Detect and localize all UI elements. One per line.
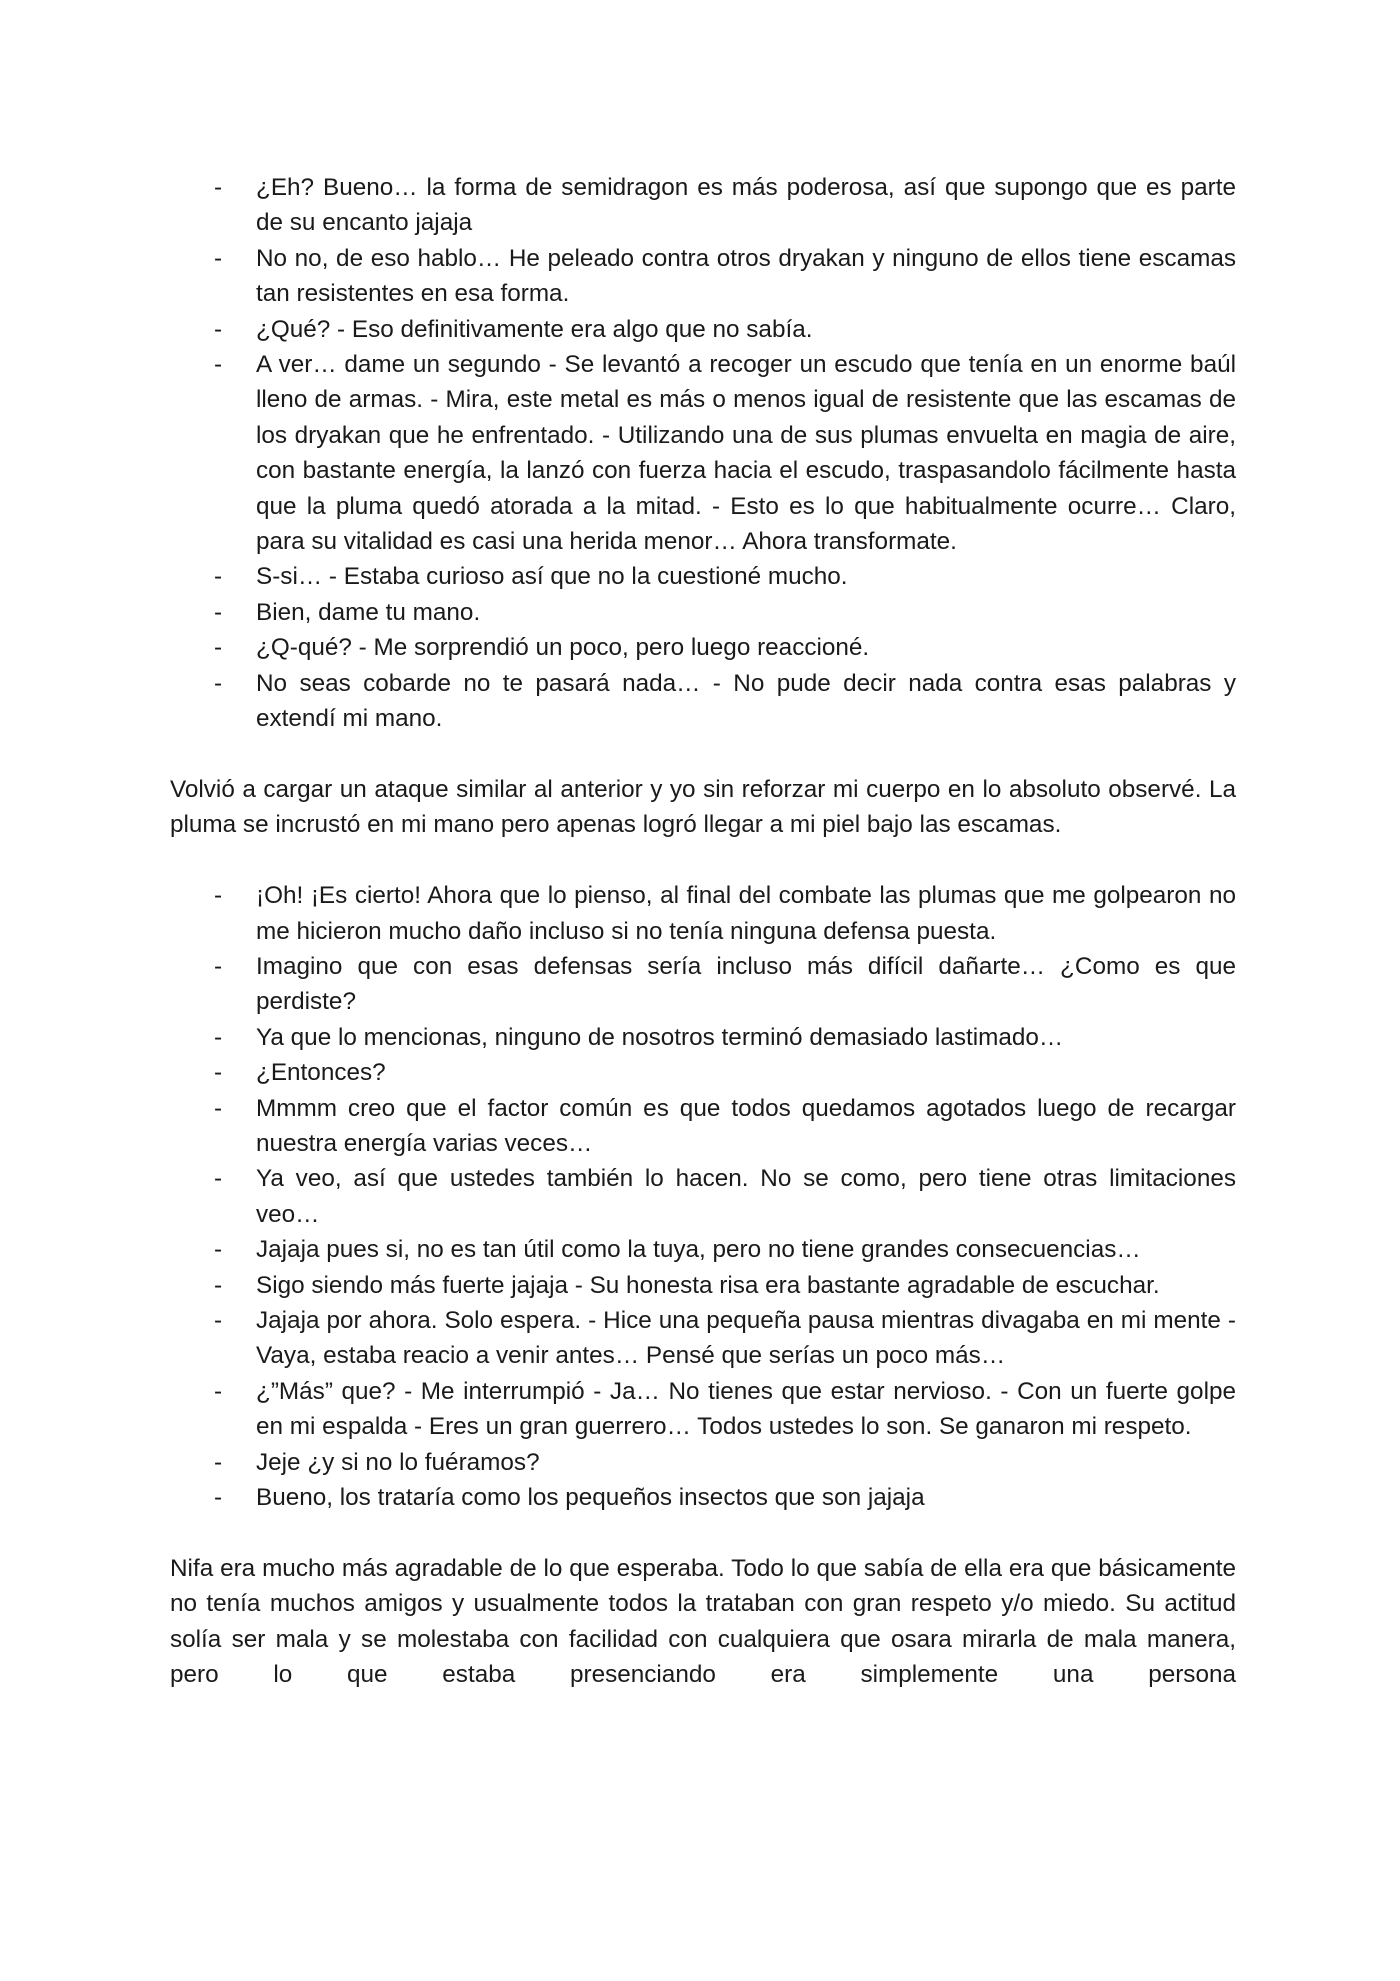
dialogue-text: Ya que lo mencionas, ninguno de nosotros terminó demasiado lastimado… [256,1023,1064,1051]
dialogue-line [170,1055,1236,1090]
dialogue-text: ¿Entonces? [256,1059,386,1087]
dialogue-text: No seas cobarde no te pasará nada… - No pude decir nada contra esas palabras y extendí mi mano. [256,669,1236,733]
dialogue-line [170,878,1236,949]
dash-marker: - [214,244,223,272]
paragraph-gap [170,1515,1236,1550]
dash-marker: - [214,882,223,910]
dialogue-line [170,1303,1236,1374]
dialogue-line [170,595,1236,630]
dialogue-line [170,312,1236,347]
dialogue-text: Bien, dame tu mano. [256,598,481,626]
dialogue-list-2 [170,878,1236,1515]
dialogue-text: A ver… dame un segundo - Se levantó a recoger un escudo que tenía en un enorme baúl lleno de armas. - Mira, este metal es más o menos igual de resistente que las escamas de los dryakan que he enfrentado. - Utilizando una de sus plumas envuelta en magia de aire, con bastante energía, la lanzó con fuerza hacia el escudo, traspasandolo fácilmente hasta que la pluma quedó atorada a la mitad. - Esto es lo que habitualmente ocurre… Claro, para su vitalidad es casi una herida menor… Ahora transformate. [256,351,1236,556]
dialogue-line [170,1374,1236,1445]
dialogue-line [170,1020,1236,1055]
dialogue-text: Jeje ¿y si no lo fuéramos? [256,1448,540,1476]
dialogue-text: ¿Q-qué? - Me sorprendió un poco, pero luego reaccioné. [256,634,870,662]
dialogue-line [170,170,1236,241]
dash-marker: - [214,1484,223,1511]
dialogue-text: Mmmm creo que el factor común es que todos quedamos agotados luego de recargar nuestra energía varias veces… [256,1094,1236,1157]
dialogue-text: ¿Qué? - Eso definitivamente era algo que no sabía. [256,315,813,343]
dialogue-text: ¿”Más” que? - Me interrumpió - Ja… No tienes que estar nervioso. - Con un fuerte golpe en mi espalda - Eres un gran guerrero… Todos ustedes lo son. Se ganaron mi respeto. [256,1377,1236,1441]
dash-marker: - [214,351,223,379]
dialogue-text: ¡Oh! ¡Es cierto! Ahora que lo pienso, al final del combate las plumas que me golpearon no me hicieron mucho daño incluso si no tenía ninguna defensa puesta. [256,882,1236,945]
dialogue-text: No no, de eso hablo… He peleado contra otros dryakan y ninguno de ellos tiene escamas tan resistentes en esa forma. [256,244,1236,308]
dialogue-list-1 [170,170,1236,737]
dialogue-line [170,1268,1236,1303]
dialogue-text: S-si… - Estaba curioso así que no la cuestioné mucho. [256,563,848,591]
dash-marker: - [214,315,223,343]
dash-marker: - [214,1165,223,1193]
dialogue-line [170,1232,1236,1267]
dash-marker: - [214,598,223,626]
dialogue-line [170,241,1236,312]
dialogue-text: Ya veo, así que ustedes también lo hacen. No se como, pero tiene otras limitaciones veo… [256,1165,1236,1228]
dash-marker: - [214,952,223,980]
dialogue-text: ¿Eh? Bueno… la forma de semidragon es más poderosa, así que supongo que es parte de su encanto jajaja [256,174,1236,237]
dash-marker: - [214,1023,223,1051]
dialogue-text: Sigo siendo más fuerte jajaja - Su honesta risa era bastante agradable de escuchar. [256,1271,1160,1299]
dash-marker: - [214,174,223,201]
dialogue-line [170,1161,1236,1232]
dialogue-text: Bueno, los trataría como los pequeños insectos que son jajaja [256,1484,925,1511]
dialogue-line [170,1445,1236,1480]
dash-marker: - [214,634,223,662]
dialogue-line [170,1091,1236,1162]
dialogue-line [170,630,1236,665]
paragraph-gap [170,843,1236,878]
dialogue-line [170,559,1236,594]
dash-marker: - [214,1271,223,1299]
dash-marker: - [214,1306,223,1334]
paragraph-gap [170,737,1236,772]
dash-marker: - [214,563,223,591]
dialogue-line [170,949,1236,1020]
dialogue-line [170,347,1236,559]
dialogue-line [170,1480,1236,1515]
dash-marker: - [214,1448,223,1476]
dialogue-line [170,666,1236,737]
dash-marker: - [214,1377,223,1405]
dialogue-text: Jajaja por ahora. Solo espera. - Hice una pequeña pausa mientras divagaba en mi mente - Vaya, estaba reacio a venir antes… Pensé que serías un poco más… [256,1306,1236,1370]
dash-marker: - [214,1094,223,1122]
dialogue-text: Imagino que con esas defensas sería incluso más difícil dañarte… ¿Como es que perdiste? [256,952,1236,1016]
dash-marker: - [214,1236,223,1264]
dash-marker: - [214,1059,223,1087]
narrative-paragraph-2: Nifa era mucho más agradable de lo que esperaba. Todo lo que sabía de ella era que básicamente no tenía muchos amigos y usualmente todos la trataban con gran respeto y/o miedo. Su actitud solía ser mala y se molestaba con facilidad con cualquiera que osara mirarla de mala manera, pero lo que estaba presenciando era simplemente una persona [170,1554,1236,1689]
dialogue-text: Jajaja pues si, no es tan útil como la tuya, pero no tiene grandes consecuencias… [256,1236,1141,1264]
dash-marker: - [214,669,223,697]
document-body [170,170,1236,1692]
narrative-paragraph-1: Volvió a cargar un ataque similar al anterior y yo sin reforzar mi cuerpo en lo absoluto observé. La pluma se incrustó en mi mano pero apenas logró llegar a mi piel bajo las escamas. [170,775,1236,839]
